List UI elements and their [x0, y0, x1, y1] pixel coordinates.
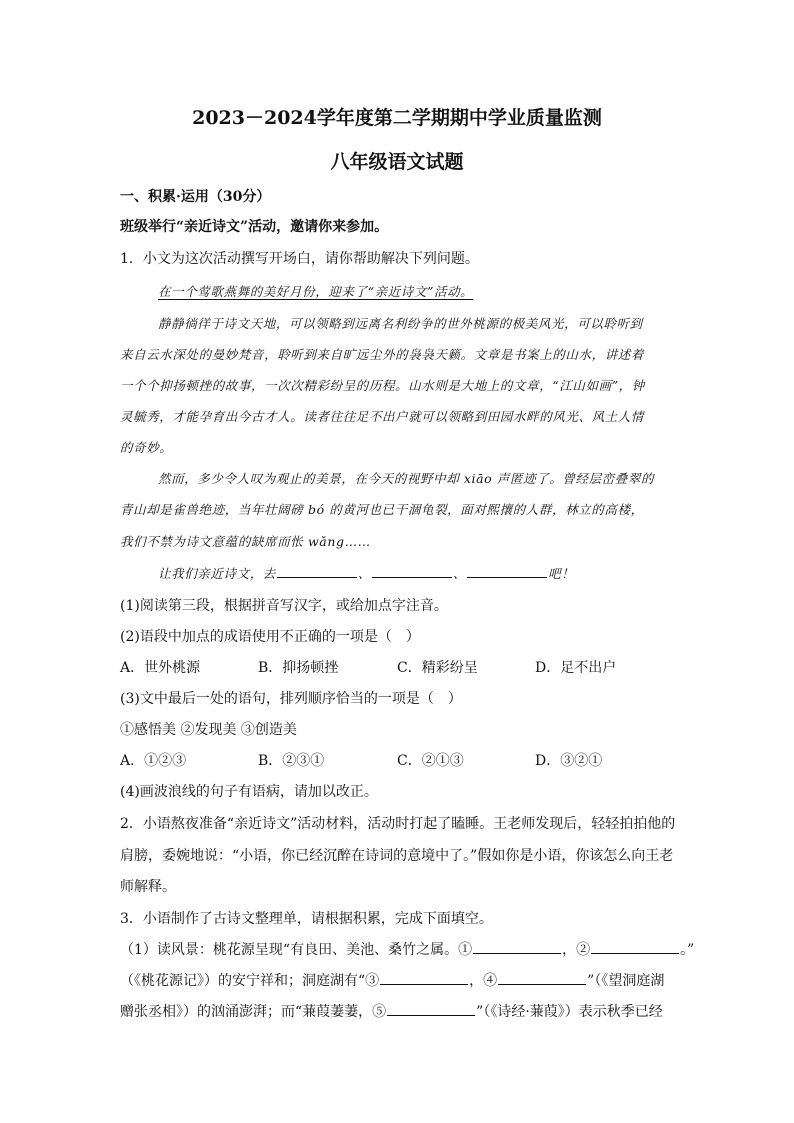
- q3-line1-end: 。”: [680, 942, 695, 958]
- passage-para4-lead: 让我们亲近诗文，去: [158, 566, 276, 581]
- q3-line3: [120, 1001, 663, 1021]
- passage-para3-line3: 我们不禁为诗文意蕴的缺席而怅 wǎng……: [120, 534, 371, 549]
- q3-line1-text: （1）读风景：桃花源呈现“有良田、美池、桑竹之属。①: [120, 942, 473, 958]
- passage-para2-line4: 灵毓秀，才能孕育出今古才人。读者往往足不出户就可以领略到田园水畔的风光、风土人情: [120, 409, 645, 424]
- option-c[interactable]: C．②①③: [397, 753, 464, 769]
- q2-line3: 师解释。: [120, 879, 176, 895]
- option-a[interactable]: A．世外桃源: [120, 660, 201, 676]
- option-b[interactable]: B．抑扬顿挫: [258, 660, 339, 676]
- passage-para3-line2: 青山却是雀兽绝迹，当年壮阔磅 bó 的黄河也已干涸龟裂，面对熙攘的人群，林立的高楼，: [120, 502, 644, 517]
- q3-line2: [120, 970, 664, 990]
- answer-blank[interactable]: [372, 565, 452, 578]
- q3-line2-text: （《桃花源记》）的安宁祥和；洞庭湖有“③: [120, 973, 380, 989]
- q1-sub2: (2)语段中加点的成语使用不正确的一项是（ ）: [120, 629, 420, 645]
- passage-para2-line1: 静静徜徉于诗文天地，可以领略到远离名利纷争的世外桃源的极美风光，可以聆听到: [158, 316, 643, 331]
- passage-para2-line5: 的奇妙。: [120, 440, 173, 455]
- q2-line2: 肩膀，委婉地说：“小语，你已经沉醉在诗词的意境中了。”假如你是小语，你该怎么向王老: [120, 848, 674, 864]
- q3-line3-end: ”（《诗经·蒹葭》）表示秋季已经: [476, 1004, 663, 1020]
- section-intro: 班级举行“亲近诗文”活动，邀请你来参加。: [120, 219, 389, 235]
- section-heading: 一、积累·运用（30分）: [120, 189, 271, 205]
- answer-blank[interactable]: [380, 972, 468, 985]
- q3-line2-end: ”（《望洞庭湖: [587, 973, 665, 989]
- passage-para1: 在一个莺歌燕舞的美好月份，迎来了“亲近诗文”活动。: [158, 284, 474, 299]
- option-b[interactable]: B．②③①: [258, 753, 325, 769]
- passage-para2-line2: 来自云水深处的曼妙梵音，聆听到来自旷远尘外的袅袅天籁。文章是书案上的山水，讲述着: [120, 347, 645, 362]
- q2-line1: 2．小语熬夜准备“亲近诗文”活动材料，活动时打起了瞌睡。王老师发现后，轻轻拍拍他的: [120, 816, 676, 832]
- q3-line3-text: 赠张丞相》）的汹涌澎湃；而“蒹葭萋萋，⑤: [120, 1004, 387, 1020]
- separator: 、: [453, 566, 467, 581]
- separator: 、: [357, 566, 372, 581]
- q3-line1-sep: ，②: [562, 942, 591, 958]
- q3-line1: [120, 939, 694, 959]
- passage-para4-end: 吧！: [548, 566, 575, 581]
- answer-blank[interactable]: [387, 1003, 475, 1016]
- answer-blank[interactable]: [473, 941, 561, 954]
- answer-blank[interactable]: [277, 565, 357, 578]
- q3-line2-sep: ，④: [469, 973, 498, 989]
- q1-sub3-items: ①感悟美 ②发现美 ③创造美: [120, 722, 297, 738]
- q1-sub4: (4)画波浪线的句子有语病，请加以改正。: [120, 784, 378, 800]
- q1-sub1: (1)阅读第三段，根据拼音写汉字，或给加点字注音。: [120, 598, 448, 614]
- passage-para2-line3: 一个个抑扬顿挫的故事，一次次精彩纷呈的历程。山水则是大地上的文章，“江山如画”，钟: [120, 378, 645, 393]
- exam-title: 2023－2024学年度第二学期期中学业质量监测: [192, 107, 602, 129]
- option-d[interactable]: D．足不出户: [535, 660, 617, 676]
- answer-blank[interactable]: [591, 941, 679, 954]
- option-d[interactable]: D．③②①: [535, 753, 603, 769]
- q1-sub3: (3)文中最后一处的语句，排列顺序恰当的一项是（ ）: [120, 691, 462, 707]
- answer-blank[interactable]: [467, 565, 547, 578]
- q3-stem: 3．小语制作了古诗文整理单，请根据积累，完成下面填空。: [120, 911, 493, 927]
- q1-stem: 1．小文为这次活动撰写开场白，请你帮助解决下列问题。: [120, 251, 479, 267]
- passage-para3-line1: 然而，多少令人叹为观止的美景，在今天的视野中却 xiāo 声匿迹了。曾经层峦叠翠的: [158, 471, 655, 486]
- passage-para4: [158, 564, 574, 582]
- answer-blank[interactable]: [498, 972, 586, 985]
- option-c[interactable]: C．精彩纷呈: [397, 660, 478, 676]
- option-a[interactable]: A．①②③: [120, 753, 187, 769]
- exam-subtitle: 八年级语文试题: [330, 151, 464, 173]
